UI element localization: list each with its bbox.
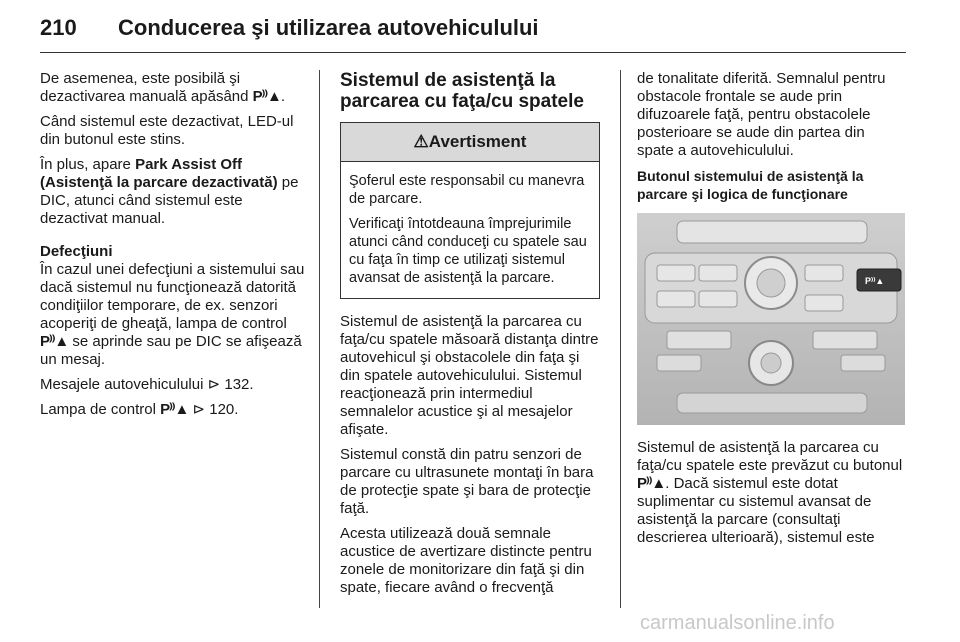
subheading-button-logic: Butonul sistemului de asistenţă la parcare şi logica de funcţionare [637, 168, 864, 202]
page-title: Conducerea şi utilizarea autovehiculului [118, 15, 539, 40]
warning-paragraph: Şoferul este responsabil cu manevra de parcare. [349, 173, 585, 207]
park-assist-icon: P⁾⁾▲ [160, 401, 189, 418]
column-3 [637, 70, 905, 554]
svg-text:P⁾⁾▲: P⁾⁾▲ [865, 276, 885, 286]
reference-arrow-icon: ⊳ [192, 401, 206, 418]
section-title: Sistemul de asistenţă la parcarea cu faţa/cu spatele [340, 70, 584, 112]
paragraph-manual-deactivation: De asemenea, este posibilă şi dezactivarea manuală apăsând P⁾⁾▲. [40, 70, 286, 105]
warning-icon: ⚠ [413, 132, 429, 151]
column-1 [40, 70, 308, 426]
control-lamp-ref: Lampa de control P⁾⁾▲ ⊳ 120. [40, 401, 239, 418]
warning-box [340, 122, 600, 299]
column-divider [319, 70, 320, 608]
park-assist-icon: P⁾⁾▲ [252, 88, 281, 105]
control-panel-photo [637, 213, 905, 425]
paragraph-sensors: Sistemul constă din patru senzori de parcare cu ultrasunete montaţi în bara de protecţie spate şi bara de protecţie faţă. [340, 446, 594, 517]
column-divider [620, 70, 621, 608]
warning-header: ⚠Avertisment [341, 123, 599, 162]
paragraph-led-off: Când sistemul este dezactivat, LED-ul din butonul este stins. [40, 113, 294, 148]
vehicle-messages-ref: Mesajele autovehiculului ⊳ 132. [40, 376, 254, 393]
reference-arrow-icon: ⊳ [207, 376, 221, 393]
paragraph-tone: de tonalitate diferită. Semnalul pentru obstacole frontale se aude prin difuzoarele faţă, pentru obstacolele posterioare se aude din partea din spate a autovehiculului. [637, 70, 886, 159]
warning-paragraph: Verificaţi întotdeauna împrejurimile atunci când conduceţi cu spatele sau cu faţa în timp ce utilizaţi sistemul avansat de asistenţă la parcare. [349, 216, 587, 286]
park-assist-icon: P⁾⁾▲ [40, 333, 69, 350]
page-number: 210 [40, 15, 77, 40]
watermark: carmanualsonline.info [640, 612, 835, 634]
park-assist-icon: P⁾⁾▲ [637, 475, 666, 492]
paragraph-dic-message: În plus, apare Park Assist Off (Asistenţă la parcare dezactivată) pe DIC, atunci când sistemul este dezactivat manual. [40, 156, 299, 227]
faults-heading: Defecţiuni [40, 243, 113, 260]
header-divider [40, 52, 906, 53]
column-2 [340, 70, 602, 604]
paragraph-button-description: Sistemul de asistenţă la parcarea cu faţa/cu spatele este prevăzut cu butonul P⁾⁾▲. Dacă sistemul este dotat suplimentar cu sistemul avansat de asistenţă la parcare (consultaţi descrierea ulterioară), sistemul este [637, 439, 903, 546]
faults-section: Defecţiuni În cazul unei defecţiuni a sistemului sau dacă sistemul nu funcţionează datorită condiţiilor temporare, de ex. senzori acoperiţi de gheaţă, lampa de control P⁾⁾▲ se aprinde sau pe DIC se afişează un mesaj. [40, 243, 305, 368]
paragraph-acoustic-signals: Acesta utilizează două semnale acustice de avertizare distincte pentru zonele de monitorizare din faţă şi din spate, fiecare având o frecvenţă [340, 525, 592, 596]
paragraph-system-description: Sistemul de asistenţă la parcarea cu faţa/cu spatele măsoară distanţa dintre autovehicul şi obstacolele din faţa şi din spatele autovehiculului. Sistemul reacţionează prin intermediul semnalelor acustice şi al mesajelor afişate. [340, 313, 599, 438]
